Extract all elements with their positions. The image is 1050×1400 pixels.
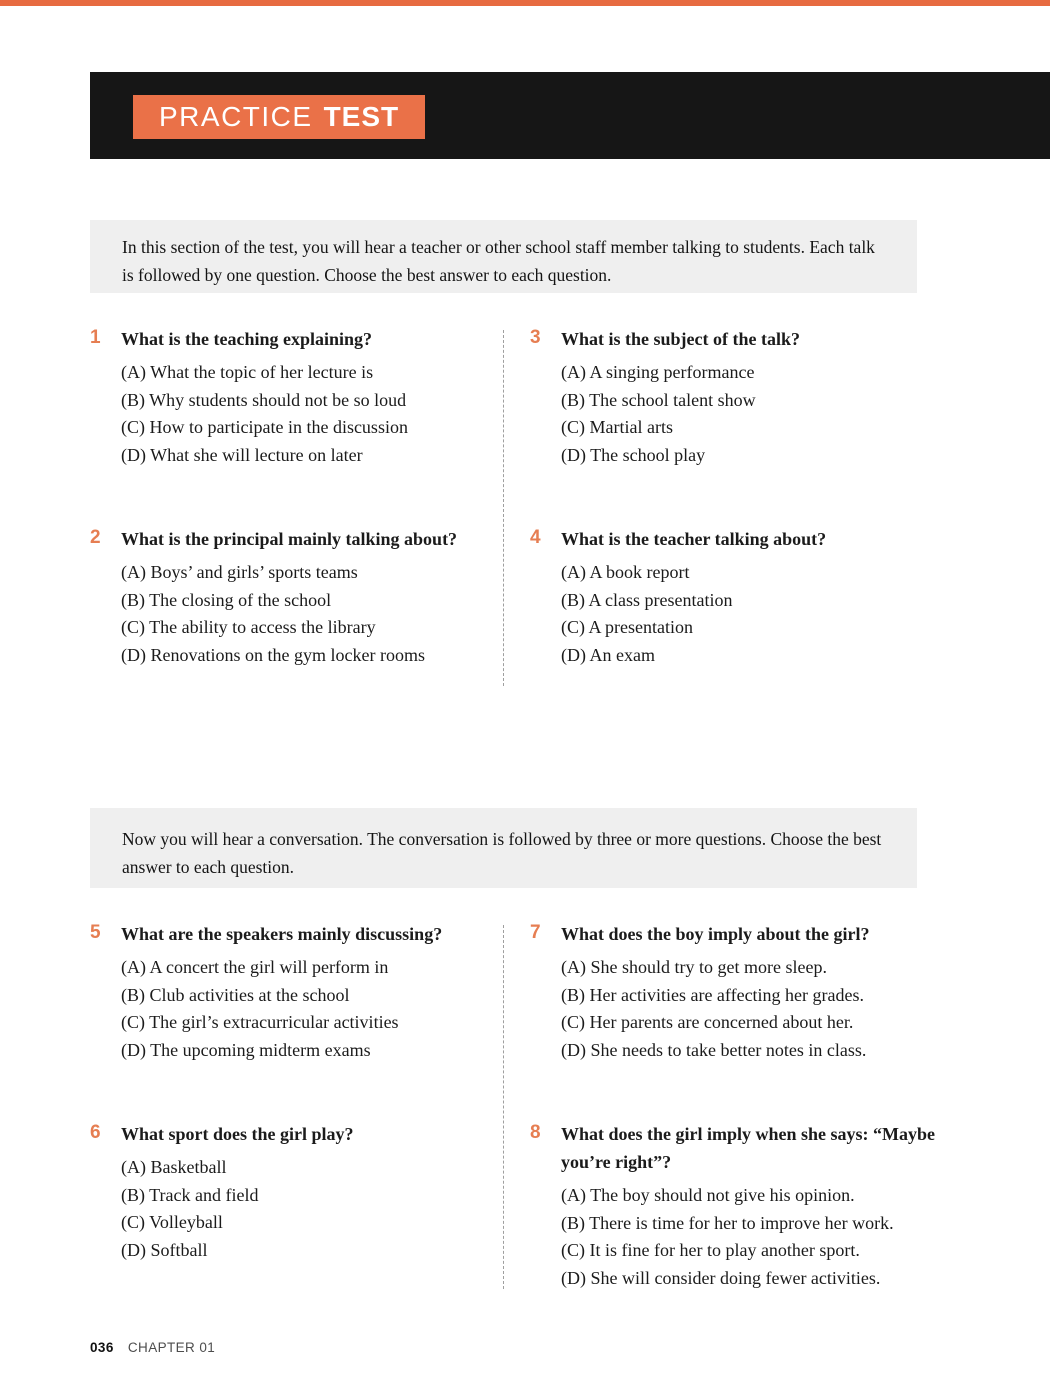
- question-5-option-c: (C) The girl’s extracurricular activities: [121, 1012, 399, 1032]
- question-4-option-c: (C) A presentation: [561, 617, 693, 637]
- question-2-option-a: (A) Boys’ and girls’ sports teams: [121, 562, 358, 582]
- top-accent-strip: [0, 0, 1050, 6]
- question-8-option-a: (A) The boy should not give his opinion.: [561, 1185, 855, 1205]
- question-1: [90, 325, 470, 469]
- question-1-option-d: (D) What she will lecture on later: [121, 444, 363, 465]
- question-2-option-d: (D) Renovations on the gym locker rooms: [121, 644, 425, 665]
- question-7: [530, 920, 940, 1064]
- question-3-option-b: (B) The school talent show: [561, 389, 756, 410]
- question-5-option-d: (D) The upcoming midterm exams: [121, 1039, 371, 1060]
- section1-right-column: [530, 325, 940, 725]
- question-1-text: What is the teaching explaining?: [121, 329, 373, 349]
- section1-left-column: [90, 325, 470, 725]
- column-divider-2: [503, 925, 504, 1289]
- header-title-bold: TEST: [323, 101, 400, 132]
- question-5-number: 5: [90, 922, 101, 943]
- question-7-option-c: (C) Her parents are concerned about her.: [561, 1012, 854, 1032]
- page-footer: [90, 1340, 215, 1355]
- question-3-option-d: (D) The school play: [561, 444, 706, 465]
- question-4-option-a: (A) A book report: [561, 562, 690, 582]
- section2-instructions: Now you will hear a conversation. The conversation is followed by three or more questions. Choose the best answer to each question.: [90, 808, 917, 888]
- question-5-option-b: (B) Club activities at the school: [121, 984, 350, 1005]
- question-8: [530, 1120, 940, 1292]
- question-3-text: What is the subject of the talk?: [561, 329, 800, 349]
- question-3-option-c: (C) Martial arts: [561, 417, 673, 437]
- question-2-number: 2: [90, 527, 101, 548]
- question-2-option-c: (C) The ability to access the library: [121, 617, 376, 637]
- question-7-option-b: (B) Her activities are affecting her grades.: [561, 984, 865, 1005]
- question-3: [530, 325, 940, 469]
- question-5-option-a: (A) A concert the girl will perform in: [121, 957, 389, 977]
- page-number: 036: [90, 1340, 114, 1355]
- question-8-option-d: (D) She will consider doing fewer activities.: [561, 1267, 881, 1288]
- question-6-option-d: (D) Softball: [121, 1239, 208, 1260]
- practice-test-label: [133, 95, 425, 139]
- column-divider-1: [503, 330, 504, 686]
- header-bar: [90, 72, 1050, 159]
- question-6: [90, 1120, 470, 1264]
- question-3-number: 3: [530, 327, 541, 348]
- question-6-option-b: (B) Track and field: [121, 1184, 259, 1205]
- question-2-text: What is the principal mainly talking about?: [121, 529, 458, 549]
- question-3-option-a: (A) A singing performance: [561, 362, 755, 382]
- question-7-number: 7: [530, 922, 541, 943]
- question-1-number: 1: [90, 327, 101, 348]
- question-6-number: 6: [90, 1122, 101, 1143]
- question-8-option-c: (C) It is fine for her to play another sport.: [561, 1240, 860, 1260]
- question-4-number: 4: [530, 527, 541, 548]
- question-2-option-b: (B) The closing of the school: [121, 589, 332, 610]
- question-2: [90, 525, 470, 669]
- question-7-option-d: (D) She needs to take better notes in class.: [561, 1039, 867, 1060]
- chapter-label: CHAPTER 01: [127, 1340, 216, 1355]
- section2-right-column: [530, 920, 940, 1348]
- question-6-option-c: (C) Volleyball: [121, 1212, 223, 1232]
- question-4-text: What is the teacher talking about?: [561, 529, 827, 549]
- question-6-text: What sport does the girl play?: [121, 1124, 354, 1144]
- question-5: [90, 920, 470, 1064]
- question-4-option-b: (B) A class presentation: [561, 589, 733, 610]
- question-5-text: What are the speakers mainly discussing?: [121, 924, 443, 944]
- question-8-option-b: (B) There is time for her to improve her work.: [561, 1212, 894, 1233]
- question-7-text: What does the boy imply about the girl?: [561, 924, 870, 944]
- question-6-option-a: (A) Basketball: [121, 1157, 227, 1177]
- question-8-number: 8: [530, 1122, 541, 1143]
- question-1-option-b: (B) Why students should not be so loud: [121, 389, 407, 410]
- question-8-text: What does the girl imply when she says: “Maybe you’re right”?: [561, 1124, 936, 1172]
- question-4: [530, 525, 940, 669]
- question-7-option-a: (A) She should try to get more sleep.: [561, 957, 827, 977]
- question-1-option-a: (A) What the topic of her lecture is: [121, 362, 374, 382]
- header-title-regular: PRACTICE: [159, 101, 313, 132]
- question-1-option-c: (C) How to participate in the discussion: [121, 417, 408, 437]
- section2-left-column: [90, 920, 470, 1320]
- question-4-option-d: (D) An exam: [561, 644, 655, 665]
- section1-instructions: In this section of the test, you will hear a teacher or other school staff member talking to students. Each talk is followed by one question. Choose the best answer to each question.: [90, 220, 917, 293]
